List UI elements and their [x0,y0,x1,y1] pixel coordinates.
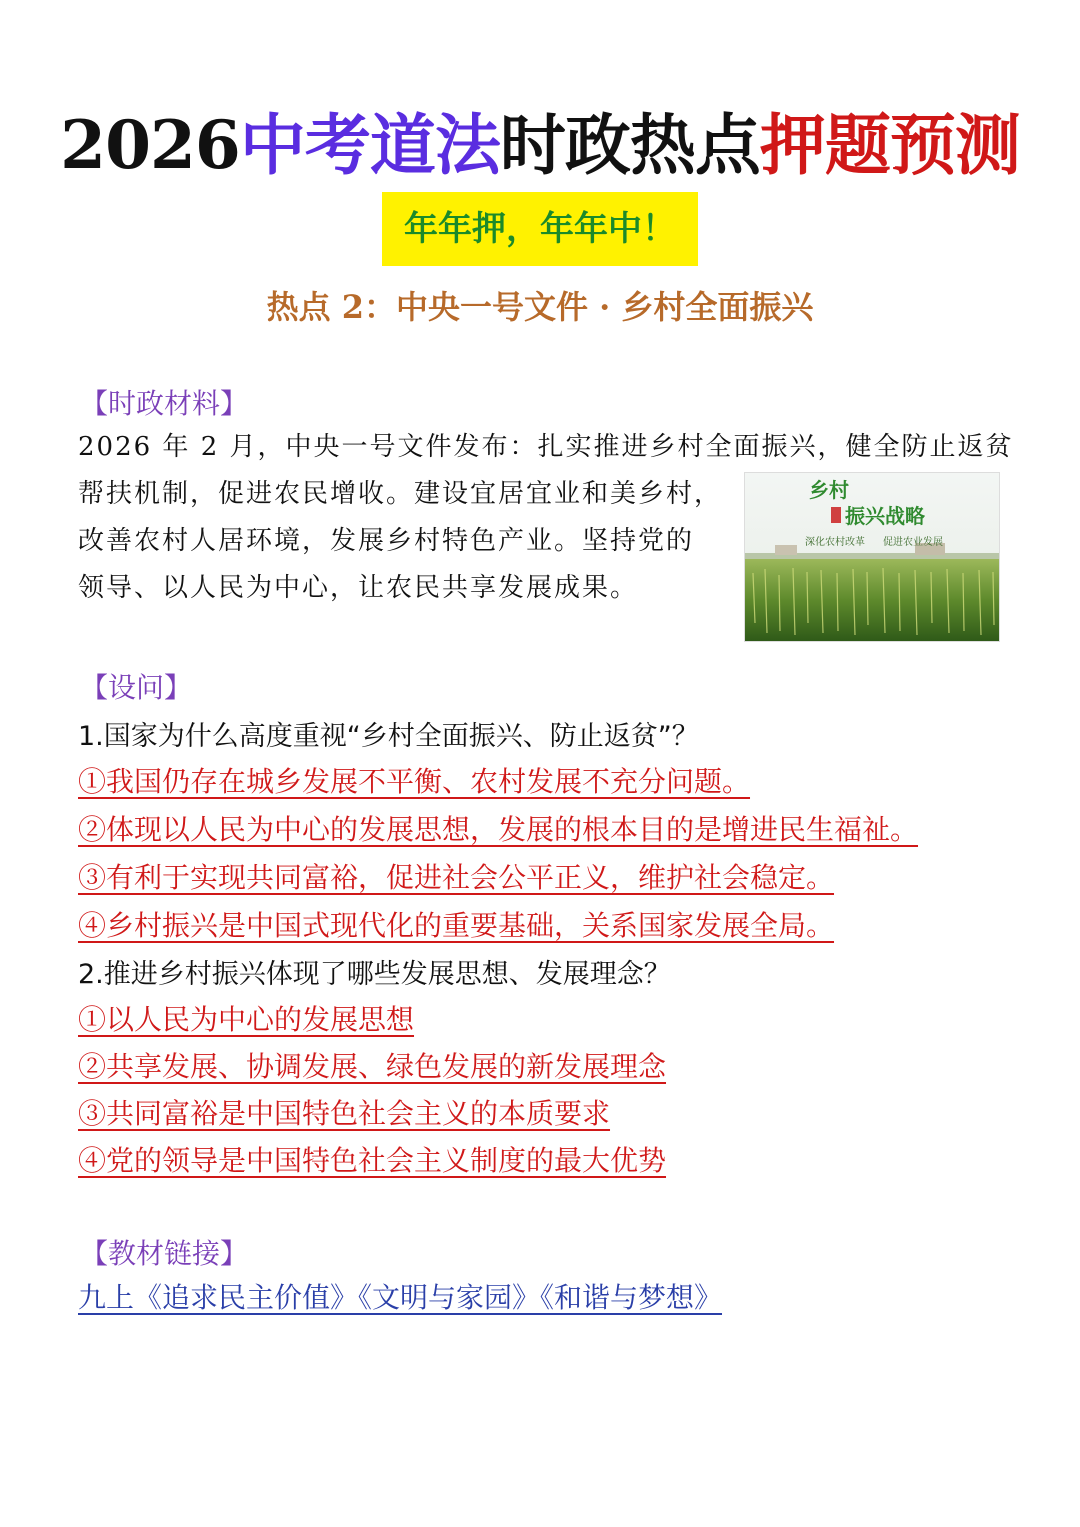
q2-answer: ③共同富裕是中国特色社会主义的本质要求 [78,1097,611,1130]
question-2: 2.推进乡村振兴体现了哪些发展思想、发展理念？ [78,959,671,990]
material-line: 改善农村人居环境，发展乡村特色产业。坚持党的 [78,526,695,556]
q1-answer: ①我国仍存在城乡发展不平衡、农村发展不充分问题。 [78,765,751,798]
material-line: 帮扶机制，促进农民增收。建设宜居宜业和美乡村， [78,479,723,509]
rural-revitalization-image [744,472,1000,642]
slogan-banner [0,192,1080,266]
textbook-link[interactable]: 九上《追求民主价值》《文明与家园》《和谐与梦想》 [78,1281,723,1314]
q1-answer: ④乡村振兴是中国式现代化的重要基础，关系国家发展全局。 [78,909,835,942]
title-prediction: 押题预测 [759,106,1020,184]
title-topic: 时政热点 [499,106,760,184]
questions-heading: 【设问】 [80,671,193,704]
q2-answer: ④党的领导是中国特色社会主义制度的最大优势 [78,1144,667,1177]
image-caption-right: 促进农业发展 [883,537,943,548]
q2-answer: ②共享发展、协调发展、绿色发展的新发展理念 [78,1050,667,1083]
hotspot-heading: 热点 2：中央一号文件 · 乡村全面振兴 [266,288,814,326]
q1-answer: ③有利于实现共同富裕，促进社会公平正义，维护社会稳定。 [78,861,835,894]
image-title-line2: 振兴战略 [845,504,925,528]
q1-answer: ②体现以人民为中心的发展思想，发展的根本目的是增进民生福祉。 [78,813,919,846]
image-title-line1: 乡村 [809,478,849,502]
page-title [0,92,1080,187]
image-caption-left: 深化农村改革 [805,537,865,548]
title-subject: 中考道法 [239,106,500,184]
q2-answer: ①以人民为中心的发展思想 [78,1003,415,1036]
title-year: 2026 [60,106,240,184]
question-1: 1.国家为什么高度重视“乡村全面振兴、防止返贫”？ [78,721,699,752]
textbook-heading: 【教材链接】 [80,1237,249,1270]
slogan: 年年押，年年中！ [382,192,698,266]
material-line: 领导、以人民为中心，让农民共享发展成果。 [78,573,639,603]
material-line: 2026 年 2 月，中央一号文件发布：扎实推进乡村全面振兴，健全防止返贫 [78,432,1014,462]
material-heading: 【时政材料】 [80,387,249,420]
